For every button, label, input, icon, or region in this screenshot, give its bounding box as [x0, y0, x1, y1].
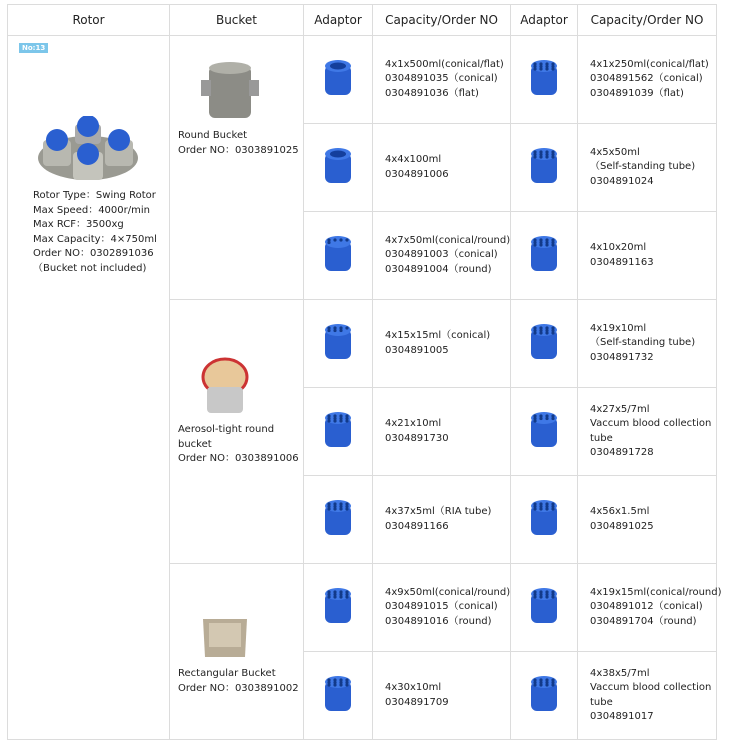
- adaptor-capacity: 4x15x15ml（conical) 0304891005: [373, 300, 511, 388]
- adaptor-capacity: 4x56x1.5ml 0304891025: [578, 476, 717, 564]
- bucket-cell: [170, 36, 304, 300]
- adaptor-image: [511, 564, 578, 652]
- adaptor-image: [304, 388, 373, 476]
- adaptor-image: [511, 124, 578, 212]
- adaptor-capacity: 4x10x20ml 0304891163: [578, 212, 717, 300]
- adaptor-image: [304, 212, 373, 300]
- rotor-spec: Order NO：0302891036: [33, 248, 154, 259]
- rotor-image: [33, 116, 169, 189]
- adaptor-capacity: 4x5x50ml （Self-standing tube) 0304891024: [578, 124, 717, 212]
- bucket-order: Order NO：0303891002: [178, 682, 299, 694]
- adaptor-image: [304, 300, 373, 388]
- rotor-cell: [8, 36, 170, 740]
- bucket-order: Order NO：0303891025: [178, 144, 299, 156]
- rotor-spec: Max Speed：4000r/min: [33, 204, 150, 216]
- rotor-spec: （Bucket not included): [33, 262, 147, 274]
- rotor-spec: Rotor Type：Swing Rotor: [33, 190, 156, 201]
- adaptor-capacity: 4x7x50ml(conical/round) 0304891003（conical) 0304891004（round): [373, 212, 511, 300]
- header-rotor: Rotor: [8, 5, 170, 36]
- adaptor-image: [511, 388, 578, 476]
- bucket-cell: [170, 300, 304, 564]
- adaptor-capacity: 4x1x250ml(conical/flat) 0304891562（conical) 0304891039（flat): [578, 36, 717, 124]
- header-capacity-2: Capacity/Order NO: [578, 5, 717, 36]
- adaptor-image: [511, 212, 578, 300]
- adaptor-capacity: 4x19x10ml （Self-standing tube) 0304891732: [578, 300, 717, 388]
- bucket-order: Order NO：0303891006: [178, 453, 299, 464]
- bucket-name: Rectangular Bucket: [178, 668, 276, 679]
- adaptor-capacity: 4x27x5/7ml Vaccum blood collection tube 0304891728: [578, 388, 717, 476]
- adaptor-capacity: 4x1x500ml(conical/flat) 0304891035（conical) 0304891036（flat): [373, 36, 511, 124]
- header-adaptor-2: Adaptor: [511, 5, 578, 36]
- adaptor-image: [511, 36, 578, 124]
- bucket-name: Round Bucket: [178, 130, 248, 141]
- rotor-badge: No:13: [19, 43, 48, 53]
- adaptor-image: [511, 300, 578, 388]
- rotor-spec: Max RCF：3500xg: [33, 219, 124, 230]
- adaptor-image: [304, 652, 373, 740]
- adaptor-capacity: 4x21x10ml 0304891730: [373, 388, 511, 476]
- adaptor-image: [511, 476, 578, 564]
- header-adaptor-1: Adaptor: [304, 5, 373, 36]
- bucket-image: [195, 56, 303, 129]
- adaptor-capacity: 4x19x15ml(conical/round) 0304891012（conical) 0304891704（round): [578, 564, 717, 652]
- header-capacity-1: Capacity/Order NO: [373, 5, 511, 36]
- adaptor-capacity: 4x37x5ml（RIA tube) 0304891166: [373, 476, 511, 564]
- table-row: [8, 36, 717, 124]
- header-bucket: Bucket: [170, 5, 304, 36]
- bucket-image: [195, 355, 303, 423]
- adaptor-image: [304, 476, 373, 564]
- adaptor-image: [304, 124, 373, 212]
- bucket-name: Aerosol-tight round bucket: [178, 424, 275, 450]
- adaptor-capacity: 4x9x50ml(conical/round) 0304891015（conical) 0304891016（round): [373, 564, 511, 652]
- adaptor-capacity: 4x4x100ml 0304891006: [373, 124, 511, 212]
- bucket-cell: [170, 564, 304, 740]
- bucket-image: [195, 609, 303, 667]
- rotor-table: [7, 4, 722, 740]
- adaptor-capacity: 4x30x10ml 0304891709: [373, 652, 511, 740]
- adaptor-capacity: 4x38x5/7ml Vaccum blood collection tube 0304891017: [578, 652, 717, 740]
- rotor-spec: Max Capacity：4×750ml: [33, 233, 157, 245]
- adaptor-image: [511, 652, 578, 740]
- adaptor-image: [304, 36, 373, 124]
- adaptor-image: [304, 564, 373, 652]
